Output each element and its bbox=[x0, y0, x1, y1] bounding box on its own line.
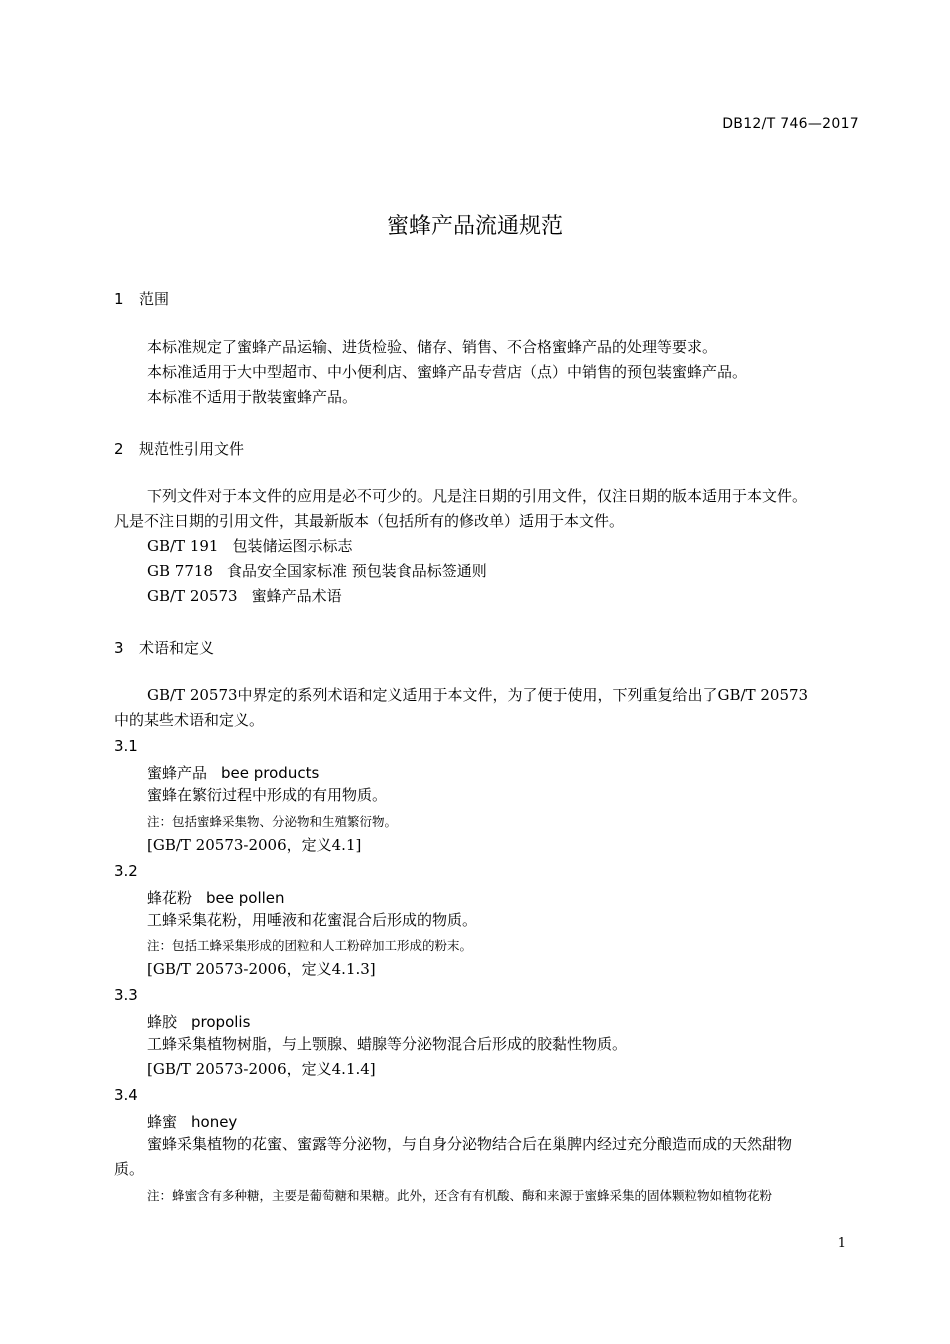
term-zh: 蜜蜂产品 bbox=[147, 764, 208, 782]
term-number: 3.2 bbox=[114, 862, 138, 880]
section-3-heading bbox=[114, 637, 214, 658]
term-source: [GB/T 20573-2006，定义4.1.3] bbox=[147, 960, 376, 978]
reference-name: 包装储运图示标志 bbox=[232, 537, 353, 555]
paragraph: 凡是不注日期的引用文件，其最新版本（包括所有的修改单）适用于本文件。 bbox=[114, 512, 625, 530]
paragraph: 下列文件对于本文件的应用是必不可少的。凡是注日期的引用文件，仅注日期的版本适用于本文件。 bbox=[147, 487, 808, 505]
term-en: bee products bbox=[221, 764, 320, 782]
reference-item bbox=[147, 559, 487, 584]
reference-code: GB/T 191 bbox=[147, 537, 219, 555]
reference-code: GB 7718 bbox=[147, 562, 213, 580]
section-title: 术语和定义 bbox=[139, 639, 215, 657]
section-number: 1 bbox=[114, 290, 124, 308]
paragraph: GB/T 20573中界定的系列术语和定义适用于本文件，为了便于使用，下列重复给出了GB/T 20573 bbox=[147, 686, 809, 704]
term-source: [GB/T 20573-2006，定义4.1] bbox=[147, 836, 362, 854]
term-en: honey bbox=[191, 1113, 238, 1131]
document-title: 蜜蜂产品流通规范 bbox=[386, 214, 563, 239]
paragraph: 本标准规定了蜜蜂产品运输、进货检验、储存、销售、不合格蜜蜂产品的处理等要求。 bbox=[147, 338, 718, 356]
term-heading bbox=[147, 1111, 237, 1132]
section-title: 范围 bbox=[139, 290, 170, 308]
term-note: 注：蜂蜜含有多种糖，主要是葡萄糖和果糖。此外，还含有有机酸、酶和来源于蜜蜂采集的固体颗粒物如植物花粉 bbox=[147, 1188, 773, 1203]
section-1-heading bbox=[114, 288, 169, 309]
standard-number: DB12/T 746—2017 bbox=[722, 116, 859, 132]
term-source: [GB/T 20573-2006，定义4.1.4] bbox=[147, 1060, 376, 1078]
reference-name: 食品安全国家标准 预包装食品标签通则 bbox=[226, 562, 487, 580]
section-2-heading bbox=[114, 438, 244, 459]
term-number: 3.4 bbox=[114, 1086, 138, 1104]
term-number: 3.1 bbox=[114, 737, 138, 755]
paragraph: 本标准适用于大中型超市、中小便利店、蜜蜂产品专营店（点）中销售的预包装蜜蜂产品。 bbox=[147, 363, 748, 381]
term-zh: 蜂胶 bbox=[147, 1013, 178, 1031]
reference-item bbox=[147, 534, 352, 559]
term-definition: 蜜蜂采集植物的花蜜、蜜露等分泌物，与自身分泌物结合后在巢脾内经过充分酿造而成的天然甜物 bbox=[147, 1135, 793, 1153]
reference-name: 蜜蜂产品术语 bbox=[251, 587, 342, 605]
term-heading bbox=[147, 1011, 250, 1032]
section-title: 规范性引用文件 bbox=[139, 440, 245, 458]
term-number: 3.3 bbox=[114, 986, 138, 1004]
term-note: 注：包括工蜂采集形成的团粒和人工粉碎加工形成的粉末。 bbox=[147, 938, 473, 953]
section-number: 2 bbox=[114, 440, 124, 458]
term-heading bbox=[147, 887, 285, 908]
paragraph: 本标准不适用于散装蜜蜂产品。 bbox=[147, 388, 358, 406]
term-heading bbox=[147, 762, 319, 783]
term-definition: 工蜂采集植物树脂，与上颚腺、蜡腺等分泌物混合后形成的胶黏性物质。 bbox=[147, 1035, 628, 1053]
term-definition: 蜜蜂在繁衍过程中形成的有用物质。 bbox=[147, 786, 388, 804]
reference-item bbox=[147, 584, 342, 609]
term-definition-continued: 质。 bbox=[114, 1160, 145, 1178]
term-zh: 蜂花粉 bbox=[147, 889, 193, 907]
page-number: 1 bbox=[837, 1236, 846, 1251]
paragraph: 中的某些术语和定义。 bbox=[114, 711, 265, 729]
term-definition: 工蜂采集花粉，用唾液和花蜜混合后形成的物质。 bbox=[147, 911, 478, 929]
term-note: 注：包括蜜蜂采集物、分泌物和生殖繁衍物。 bbox=[147, 814, 398, 829]
reference-code: GB/T 20573 bbox=[147, 587, 238, 605]
term-en: bee pollen bbox=[206, 889, 285, 907]
term-en: propolis bbox=[191, 1013, 251, 1031]
section-number: 3 bbox=[114, 639, 124, 657]
term-zh: 蜂蜜 bbox=[147, 1113, 178, 1131]
